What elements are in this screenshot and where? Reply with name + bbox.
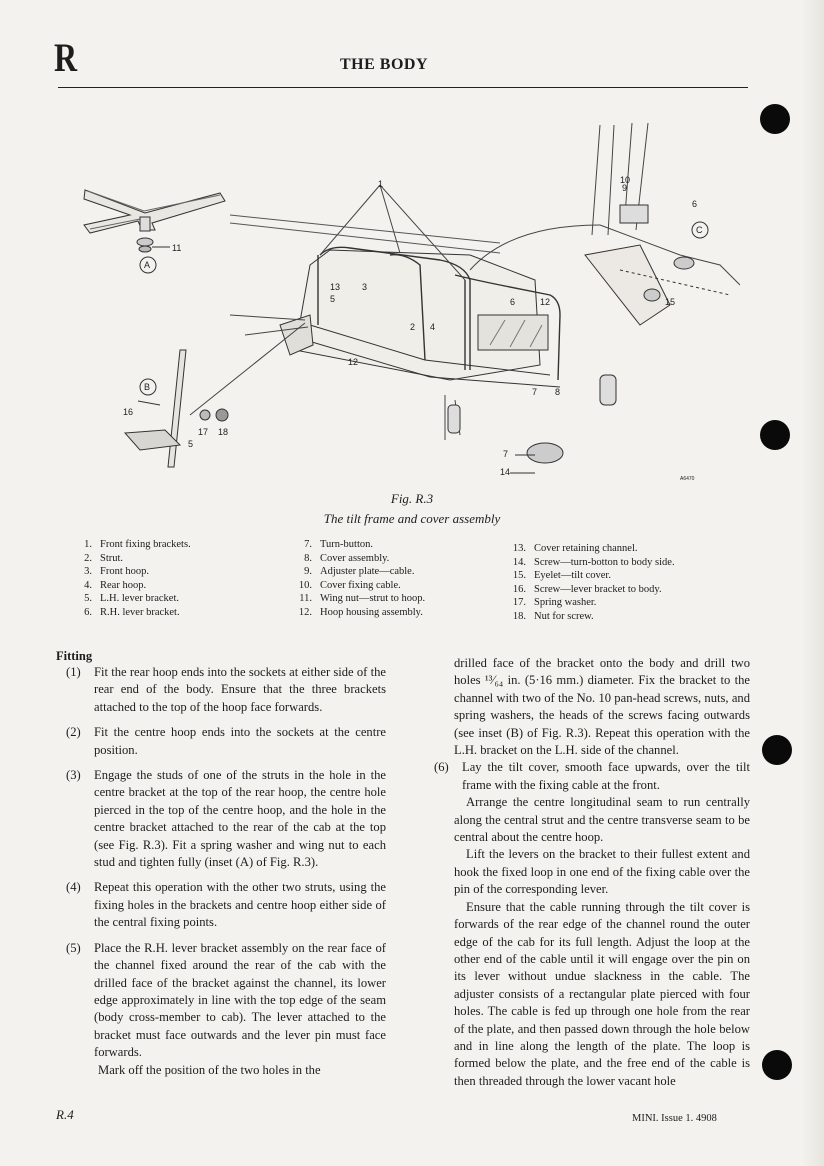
legend-item: 13. Cover retaining channel.	[512, 543, 638, 554]
legend-item: 15. Eyelet—tilt cover.	[512, 570, 611, 582]
page-number: R.4	[56, 1107, 74, 1122]
svg-text:14: 14	[500, 467, 511, 477]
svg-text:16: 16	[123, 407, 134, 417]
svg-text:4: 4	[430, 322, 436, 332]
legend-item: 7. Turn-button.	[304, 539, 373, 550]
fitting-step-4: (4) Repeat this operation with the other two struts, using the fixing holes in the brackets and centre hoop either side of the central fixing points.	[66, 880, 386, 930]
figure-caption-title: The tilt frame and cover assembly	[323, 511, 501, 526]
legend-item: 14. Screw—turn-botton to body side.	[512, 556, 675, 568]
fitting-left-column	[60, 664, 386, 1079]
section-letter: R	[54, 35, 77, 80]
legend-item: 8. Cover assembly.	[304, 552, 390, 564]
svg-text:15: 15	[665, 297, 676, 307]
footer-reference: MINI. Issue 1. 4908	[632, 1113, 717, 1124]
header-rule	[58, 87, 748, 88]
legend-column-1	[72, 538, 272, 620]
legend-item: 5. L.H. lever bracket.	[84, 593, 180, 605]
svg-text:8: 8	[555, 387, 561, 397]
legend-item: 11. Wing nut—strut to hoop.	[299, 593, 426, 605]
figure-caption-number: Fig. R.3	[390, 491, 434, 506]
page-title: THE BODY	[340, 56, 429, 73]
svg-text:12: 12	[348, 357, 359, 367]
svg-text:18: 18	[218, 427, 229, 437]
svg-text:3: 3	[362, 282, 368, 292]
legend-item: 1. Front fixing brackets.	[84, 539, 191, 550]
fitting-heading: Fitting	[56, 649, 93, 663]
inset-c-cab-corner	[585, 123, 740, 325]
legend-item: 6. R.H. lever bracket.	[84, 606, 180, 618]
legend-item: 2. Strut.	[84, 552, 124, 564]
inset-label-b: B	[144, 382, 151, 392]
callout-numbers	[123, 175, 703, 482]
legend-item: 3. Front hoop.	[84, 566, 150, 578]
fitting-step-5: (5) Place the R.H. lever bracket assembly on the rear face of the channel fixed around the rear of the cab with the drilled face of the bracket against the channel, its lower edge approximately in line with the top edge of the seam (body cross-member to cab). The lever attached to the bracket must face outwards and the lever pin must face forwards.	[66, 940, 386, 1060]
svg-text:17: 17	[198, 427, 209, 437]
fitting-step-6: (6) Lay the tilt cover, smooth face upwards, over the tilt frame with the fixing cable at the front.	[434, 760, 750, 792]
legend-item: 16. Screw—lever bracket to body.	[512, 583, 662, 595]
svg-text:6: 6	[510, 297, 516, 307]
legend-item: 17. Spring washer.	[512, 597, 597, 609]
legend-item: 10. Cover fixing cable.	[298, 579, 401, 591]
punch-hole-3	[762, 735, 792, 765]
fitting-step-6-para-2: Lift the levers on the bracket to their fullest extent and hook the fixed loop in one end of the fixing cable over the pin of the corresponding lever.	[454, 847, 750, 897]
punch-hole-2	[760, 420, 790, 450]
fitting-step-6-para-3: Ensure that the cable running through the tilt cover is forwards of the rear edge of the channel round the outer edge of the cab for its full length. Adjust the loop at the other end of the cable until it will engage over the pin on its lever without undue slackness in the cable. The adjuster consists of a rectangular plate pierced with four holes. The cable is fed up through one hole from the rear of the plate, and then passed down through the hole below and in line along the length of the plate. The loop is formed below the plate, and the free end of the cable is then threaded through the lower vacant hole	[454, 899, 750, 1088]
svg-text:11: 11	[172, 243, 182, 253]
legend-column-2	[292, 538, 502, 620]
legend-item: 4. Rear hoop.	[84, 579, 147, 591]
legend-item: 9. Adjuster plate—cable.	[304, 566, 415, 578]
svg-text:1: 1	[378, 179, 384, 189]
svg-text:10: 10	[620, 175, 631, 185]
svg-text:13: 13	[330, 282, 341, 292]
fitting-step-1: (1) Fit the rear hoop ends into the sockets at either side of the rear end of the body. Ensure that the three brackets attached to the top of the hoop face forwards.	[66, 665, 386, 714]
fitting-step-2: (2) Fit the centre hoop ends into the sockets at the centre position.	[66, 725, 386, 757]
page-edge-shade	[802, 0, 824, 1166]
legend-item: 18. Nut for screw.	[512, 610, 594, 622]
vehicle-body-frame	[190, 185, 616, 440]
fitting-step-5-drilling: drilled face of the bracket onto the body and drill two holes ¹³⁄₆₄ in. (5·16 mm.) diameter. Fix the bracket to the channel with two of the No. 10 pan-head screws, nuts, and spring washers, the heads of the screws facing outwards (see inset (B) of Fig. R.3). Repeat this operation with the L.H. bracket on the L.H. side of the channel.	[454, 656, 750, 758]
svg-text:9: 9	[622, 183, 628, 193]
punch-hole-4	[762, 1050, 792, 1080]
punch-hole-1	[760, 104, 790, 134]
inset-label-a: A	[144, 260, 151, 270]
svg-text:7: 7	[503, 449, 509, 459]
tilt-frame-illustration	[80, 105, 740, 490]
inset-b-lever-bracket	[125, 350, 228, 467]
svg-text:2: 2	[410, 322, 416, 332]
inset-label-c: C	[696, 225, 703, 235]
svg-text:7: 7	[532, 387, 538, 397]
fitting-step-6-para-1: Arrange the centre longitudinal seam to run centrally along the central strut and the centre transverse seam to be central about the centre hoop.	[454, 795, 750, 845]
legend-column-3	[506, 542, 746, 624]
inset-a-strut-cross	[84, 190, 225, 273]
svg-text:5: 5	[188, 439, 194, 449]
svg-text:12: 12	[540, 297, 551, 307]
turn-button-detail	[510, 443, 563, 473]
svg-text:6: 6	[692, 199, 698, 209]
fitting-right-column	[428, 655, 750, 1090]
svg-text:5: 5	[330, 294, 336, 304]
fitting-step-3: (3) Engage the studs of one of the struts in the hole in the centre bracket at the top of the rear hoop, the centre hole pierced in the top of the centre hoop, and the hole in the centre bracket attached to the rear of the cab at the top (see Fig. R.3). Fit a spring washer and wing nut to each stud and tighten fully (inset (A) of Fig. R.3).	[66, 768, 386, 870]
legend-item: 12. Hoop housing assembly.	[298, 606, 423, 618]
fitting-step-5-continued: Mark off the position of the two holes in the	[98, 1062, 321, 1077]
figure-ref-code: A6470	[680, 476, 695, 482]
